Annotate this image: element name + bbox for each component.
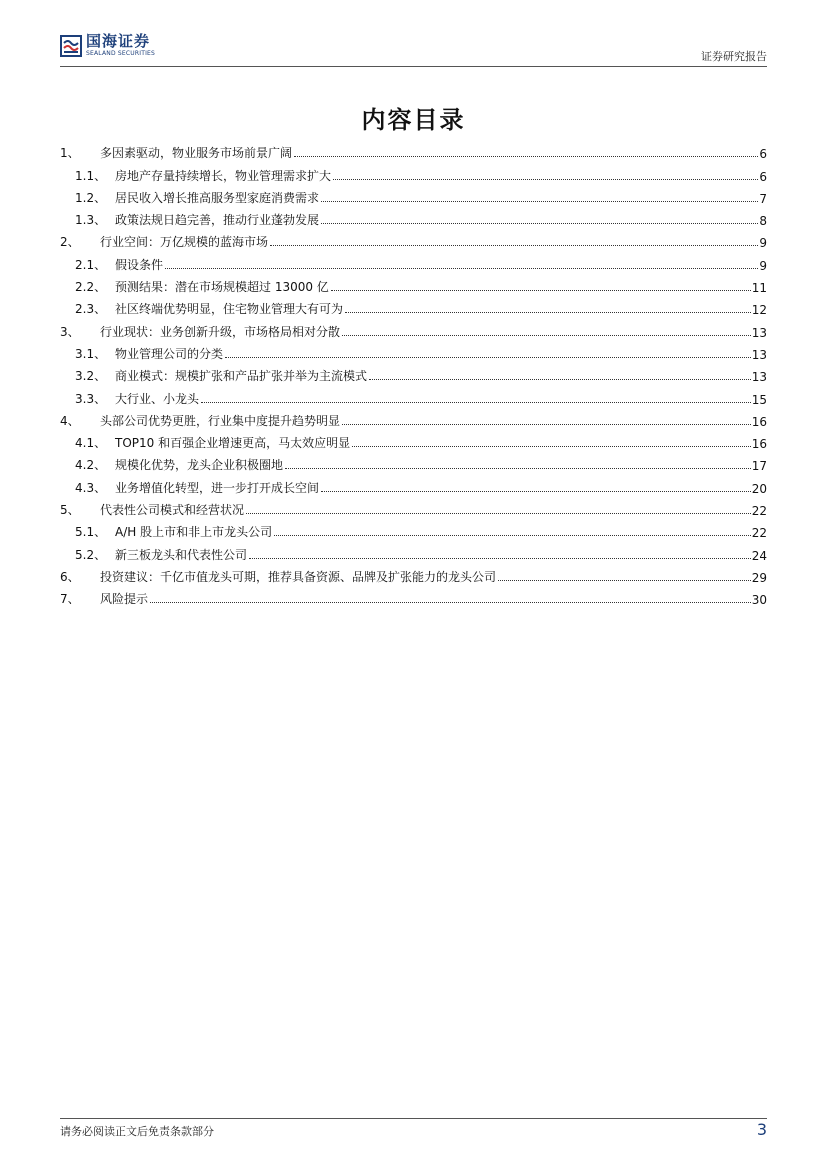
- toc-entry[interactable]: [60, 585, 767, 607]
- toc-dot-leader: [342, 424, 751, 425]
- header-divider: [60, 66, 767, 67]
- toc-entry-page: 9: [759, 236, 767, 251]
- logo-chinese-name: 国海证券: [86, 32, 151, 50]
- toc-entry-title: 大行业、小龙头: [115, 391, 200, 406]
- toc-entry[interactable]: [60, 362, 767, 384]
- toc-entry-number: 5、: [60, 503, 80, 518]
- toc-entry-page: 20: [751, 481, 767, 496]
- toc-entry-page: 11: [751, 281, 767, 296]
- toc-entry-number: 5.2、: [75, 547, 107, 562]
- toc-entry-number: 2.3、: [75, 302, 107, 317]
- toc-entry-title: 多因素驱动，物业服务市场前景广阔: [100, 146, 293, 161]
- toc-entry-title: 业务增值化转型，进一步打开成长空间: [115, 480, 320, 495]
- toc-entry-title: 风险提示: [100, 592, 149, 607]
- toc-dot-leader: [333, 179, 758, 180]
- toc-dot-leader: [249, 558, 751, 559]
- sealand-logo-icon: [60, 35, 82, 57]
- toc-dot-leader: [150, 602, 751, 603]
- toc-entry-number: 1.3、: [75, 213, 107, 228]
- toc-dot-leader: [352, 446, 751, 447]
- toc-entry-title: 假设条件: [115, 257, 164, 272]
- toc-dot-leader: [246, 513, 751, 514]
- toc-entry-title: 房地产存量持续增长，物业管理需求扩大: [115, 168, 332, 183]
- toc-entry[interactable]: [60, 317, 767, 339]
- table-of-contents: [60, 139, 767, 607]
- toc-entry-number: 4、: [60, 413, 80, 428]
- toc-entry-title: 社区终端优势明显，住宅物业管理大有可为: [115, 302, 344, 317]
- footer-divider: [60, 1118, 767, 1119]
- toc-dot-leader: [201, 402, 751, 403]
- toc-entry[interactable]: [60, 206, 767, 228]
- toc-entry-page: 16: [751, 414, 767, 429]
- toc-entry[interactable]: [60, 250, 767, 272]
- toc-entry-number: 2、: [60, 235, 80, 250]
- toc-entry-title: TOP10 和百强企业增速更高，马太效应明显: [115, 436, 351, 451]
- toc-entry-page: 22: [751, 504, 767, 519]
- toc-entry-page: 13: [751, 347, 767, 362]
- toc-entry-number: 4.2、: [75, 458, 107, 473]
- toc-entry-title: 政策法规日趋完善，推动行业蓬勃发展: [115, 213, 320, 228]
- toc-dot-leader: [321, 491, 751, 492]
- toc-entry-number: 3.1、: [75, 346, 107, 361]
- page-header: [60, 34, 767, 64]
- toc-entry[interactable]: [60, 139, 767, 161]
- toc-entry-number: 3、: [60, 324, 80, 339]
- toc-entry[interactable]: [60, 184, 767, 206]
- toc-entry-title: 商业模式：规模扩张和产品扩张并举为主流模式: [115, 369, 368, 384]
- toc-entry-title: 新三板龙头和代表性公司: [115, 547, 248, 562]
- toc-entry-number: 7、: [60, 592, 80, 607]
- toc-entry-number: 3.3、: [75, 391, 107, 406]
- toc-entry[interactable]: [60, 518, 767, 540]
- toc-entry-number: 2.1、: [75, 257, 107, 272]
- toc-entry-number: 5.1、: [75, 525, 107, 540]
- toc-dot-leader: [285, 468, 751, 469]
- toc-entry-page: 30: [751, 593, 767, 608]
- toc-dot-leader: [342, 335, 751, 336]
- toc-entry-title: A/H 股上市和非上市龙头公司: [115, 525, 273, 540]
- toc-entry[interactable]: [60, 473, 767, 495]
- toc-entry-page: 29: [751, 570, 767, 585]
- toc-entry-page: 7: [759, 191, 767, 206]
- toc-entry[interactable]: [60, 451, 767, 473]
- toc-entry-title: 行业现状：业务创新升级，市场格局相对分散: [100, 324, 341, 339]
- toc-entry-number: 2.2、: [75, 280, 107, 295]
- toc-dot-leader: [369, 379, 751, 380]
- toc-entry-number: 6、: [60, 569, 80, 584]
- brand-logo: [60, 34, 155, 57]
- toc-entry-number: 3.2、: [75, 369, 107, 384]
- toc-entry-title: 居民收入增长推高服务型家庭消费需求: [115, 190, 320, 205]
- toc-entry-page: 15: [751, 392, 767, 407]
- toc-dot-leader: [321, 223, 758, 224]
- toc-entry-title: 投资建议：千亿市值龙头可期，推荐具备资源、品牌及扩张能力的龙头公司: [100, 569, 497, 584]
- toc-entry-page: 9: [759, 258, 767, 273]
- toc-entry[interactable]: [60, 295, 767, 317]
- toc-entry[interactable]: [60, 340, 767, 362]
- toc-entry-number: 1.2、: [75, 190, 107, 205]
- toc-entry[interactable]: [60, 540, 767, 562]
- toc-dot-leader: [498, 580, 751, 581]
- toc-dot-leader: [225, 357, 751, 358]
- toc-entry-title: 头部公司优势更胜，行业集中度提升趋势明显: [100, 413, 341, 428]
- page-title: 内容目录: [361, 106, 466, 134]
- report-type-label: 证券研究报告: [701, 50, 767, 63]
- toc-entry-number: 4.1、: [75, 436, 107, 451]
- toc-entry-page: 12: [751, 303, 767, 318]
- toc-entry[interactable]: [60, 429, 767, 451]
- toc-dot-leader: [274, 535, 751, 536]
- toc-dot-leader: [345, 312, 751, 313]
- toc-entry-page: 13: [751, 370, 767, 385]
- toc-entry-page: 6: [759, 147, 767, 162]
- footer-disclaimer: 请务必阅读正文后免责条款部分: [60, 1125, 214, 1138]
- toc-dot-leader: [165, 268, 758, 269]
- toc-entry-page: 6: [759, 169, 767, 184]
- toc-entry[interactable]: [60, 407, 767, 429]
- toc-entry[interactable]: [60, 496, 767, 518]
- toc-entry-page: 22: [751, 526, 767, 541]
- page-number: 3: [756, 1120, 767, 1139]
- toc-dot-leader: [294, 156, 758, 157]
- logo-english-name: SEALAND SECURITIES: [86, 50, 156, 57]
- toc-entry[interactable]: [60, 161, 767, 183]
- toc-entry-number: 1、: [60, 146, 80, 161]
- toc-dot-leader: [270, 245, 758, 246]
- toc-entry-page: 8: [759, 214, 767, 229]
- toc-dot-leader: [331, 290, 751, 291]
- toc-entry-page: 17: [751, 459, 767, 474]
- toc-entry-number: 4.3、: [75, 480, 107, 495]
- toc-entry-page: 24: [751, 548, 767, 563]
- toc-entry-title: 代表性公司模式和经营状况: [100, 503, 245, 518]
- toc-entry[interactable]: [60, 228, 767, 250]
- toc-entry-title: 规模化优势，龙头企业积极圈地: [115, 458, 284, 473]
- toc-entry[interactable]: [60, 563, 767, 585]
- toc-entry-page: 13: [751, 325, 767, 340]
- toc-dot-leader: [321, 201, 758, 202]
- toc-entry-number: 1.1、: [75, 168, 107, 183]
- toc-entry-title: 预测结果：潜在市场规模超过 13000 亿: [115, 280, 329, 295]
- toc-entry[interactable]: [60, 273, 767, 295]
- toc-entry-page: 16: [751, 437, 767, 452]
- toc-entry[interactable]: [60, 384, 767, 406]
- toc-entry-title: 行业空间：万亿规模的蓝海市场: [100, 235, 269, 250]
- toc-entry-title: 物业管理公司的分类: [115, 346, 224, 361]
